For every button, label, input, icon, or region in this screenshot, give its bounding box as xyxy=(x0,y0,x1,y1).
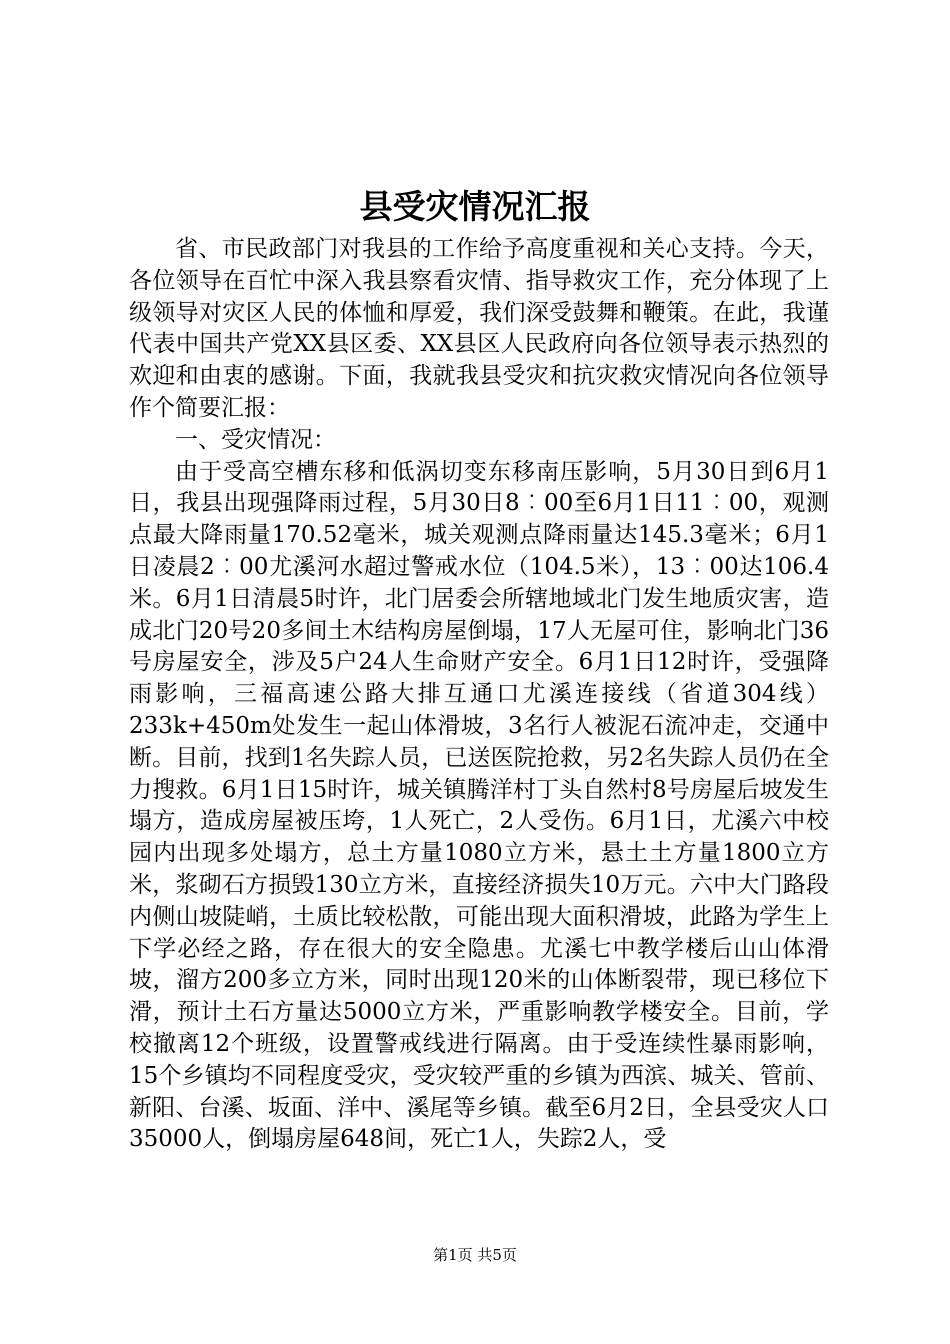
document-title: 县受灾情况汇报 xyxy=(359,187,591,226)
page-footer: 第1页 共5页 xyxy=(433,1246,517,1264)
section-heading-disaster: 一、受灾情况： xyxy=(175,426,336,453)
document-body xyxy=(129,234,829,1156)
paragraph-disaster-details: 由于受高空槽东移和低涡切变东移南压影响，5月30日到6月1日，我县出现强降雨过程，5月30日8︰00至6月1日11︰00，观测点最大降雨量170.52毫米，城关观测点降雨量达145.3毫米；6月1日凌晨2︰00尤溪河水超过警戒水位（104.5米），13︰00达106.4米。6月1日清晨5时许，北门居委会所辖地域北门发生地质灾害，造成北门20号20多间土木结构房屋倒塌，17人无屋可住，影响北门36号房屋安全，涉及5户24人生命财产安全。6月1日12时许，受强降雨影响，三福高速公路大排互通口尤溪连接线（省道304线）233k+450m处发生一起山体滑坡，3名行人被泥石流冲走，交通中断。目前，找到1名失踪人员，已送医院抢救，另2名失踪人员仍在全力搜救。6月1日15时许，城关镇腾洋村丁头自然村8号房屋后坡发生塌方，造成房屋被压垮，1人死亡，2人受伤。6月1日，尤溪六中校园内出现多处塌方，总土方量1080立方米，悬土土方量1800立方米，浆砌石方损毁130立方米，直接经济损失10万元。六中大门路段内侧山坡陡峭，土质比较松散，可能出现大面积滑坡，此路为学生上下学必经之路，存在很大的安全隐患。尤溪七中教学楼后山山体滑坡，溜方200多立方米，同时出现120米的山体断裂带，现已移位下滑，预计土石方量达5000立方米，严重影响教学楼安全。目前，学校撤离12个班级，设置警戒线进行隔离。由于受连续性暴雨影响，15个乡镇均不同程度受灾，受灾较严重的乡镇为西滨、城关、管前、新阳、台溪、坂面、洋中、溪尾等乡镇。截至6月2日，全县受灾人口35000人，倒塌房屋648间，死亡1人，失踪2人，受 xyxy=(129,458,829,1153)
paragraph-intro: 省、市民政部门对我县的工作给予高度重视和关心支持。今天，各位领导在百忙中深入我县察看灾情、指导救灾工作，充分体现了上级领导对灾区人民的体恤和厚爱，我们深受鼓舞和鞭策。在此，我谨代表中国共产党XX县区委、XX县区人民政府向各位领导表示热烈的欢迎和由衷的感谢。下面，我就我县受灾和抗灾救灾情况向各位领导作个简要汇报： xyxy=(129,236,829,421)
